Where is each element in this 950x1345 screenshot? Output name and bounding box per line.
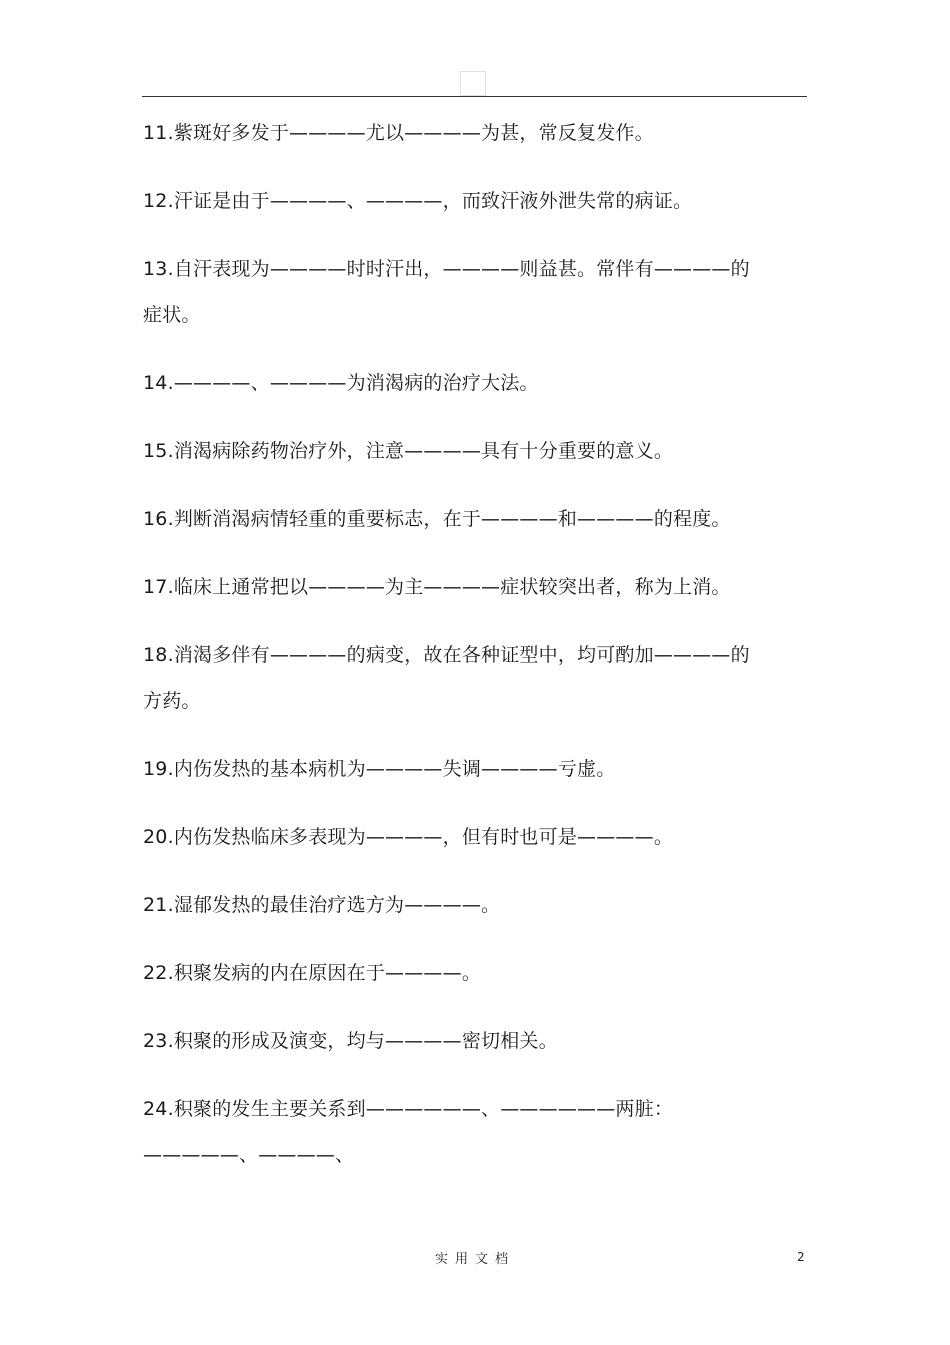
question-20: 20.内伤发热临床多表现为————，但有时也可是————。: [143, 826, 674, 848]
question-23: 23.积聚的形成及演变，均与————密切相关。: [143, 1030, 558, 1052]
page-number: 2: [797, 1250, 805, 1264]
question-list: [143, 110, 763, 1200]
question-12: 12.汗证是由于————、————，而致汗液外泄失常的病证。: [143, 190, 693, 212]
question-22: 22.积聚发病的内在原因在于————。: [143, 962, 482, 984]
question-21: 21.湿郁发热的最佳治疗选方为————。: [143, 894, 501, 916]
question-15: 15.消渴病除药物治疗外，注意————具有十分重要的意义。: [143, 440, 674, 462]
question-24: 24.积聚的发生主要关系到——————、——————两脏：—————、————、: [143, 1098, 674, 1166]
question-16: 16.判断消渴病情轻重的重要标志，在于————和————的程度。: [143, 508, 731, 530]
question-19: 19.内伤发热的基本病机为————失调————亏虚。: [143, 758, 616, 780]
footer-label: 实用文档: [434, 1252, 515, 1267]
question-14: 14.————、————为消渴病的治疗大法。: [143, 372, 539, 394]
header-box: [460, 71, 486, 96]
question-17: 17.临床上通常把以————为主————症状较突出者，称为上消。: [143, 576, 731, 598]
header-rule: [142, 96, 807, 97]
question-13: 13.自汗表现为————时时汗出，————则益甚。常伴有————的症状。: [143, 258, 750, 326]
question-11: 11.紫斑好多发于————尤以————为甚，常反复发作。: [143, 122, 654, 144]
question-18: 18.消渴多伴有————的病变，故在各种证型中，均可酌加————的方药。: [143, 644, 750, 712]
